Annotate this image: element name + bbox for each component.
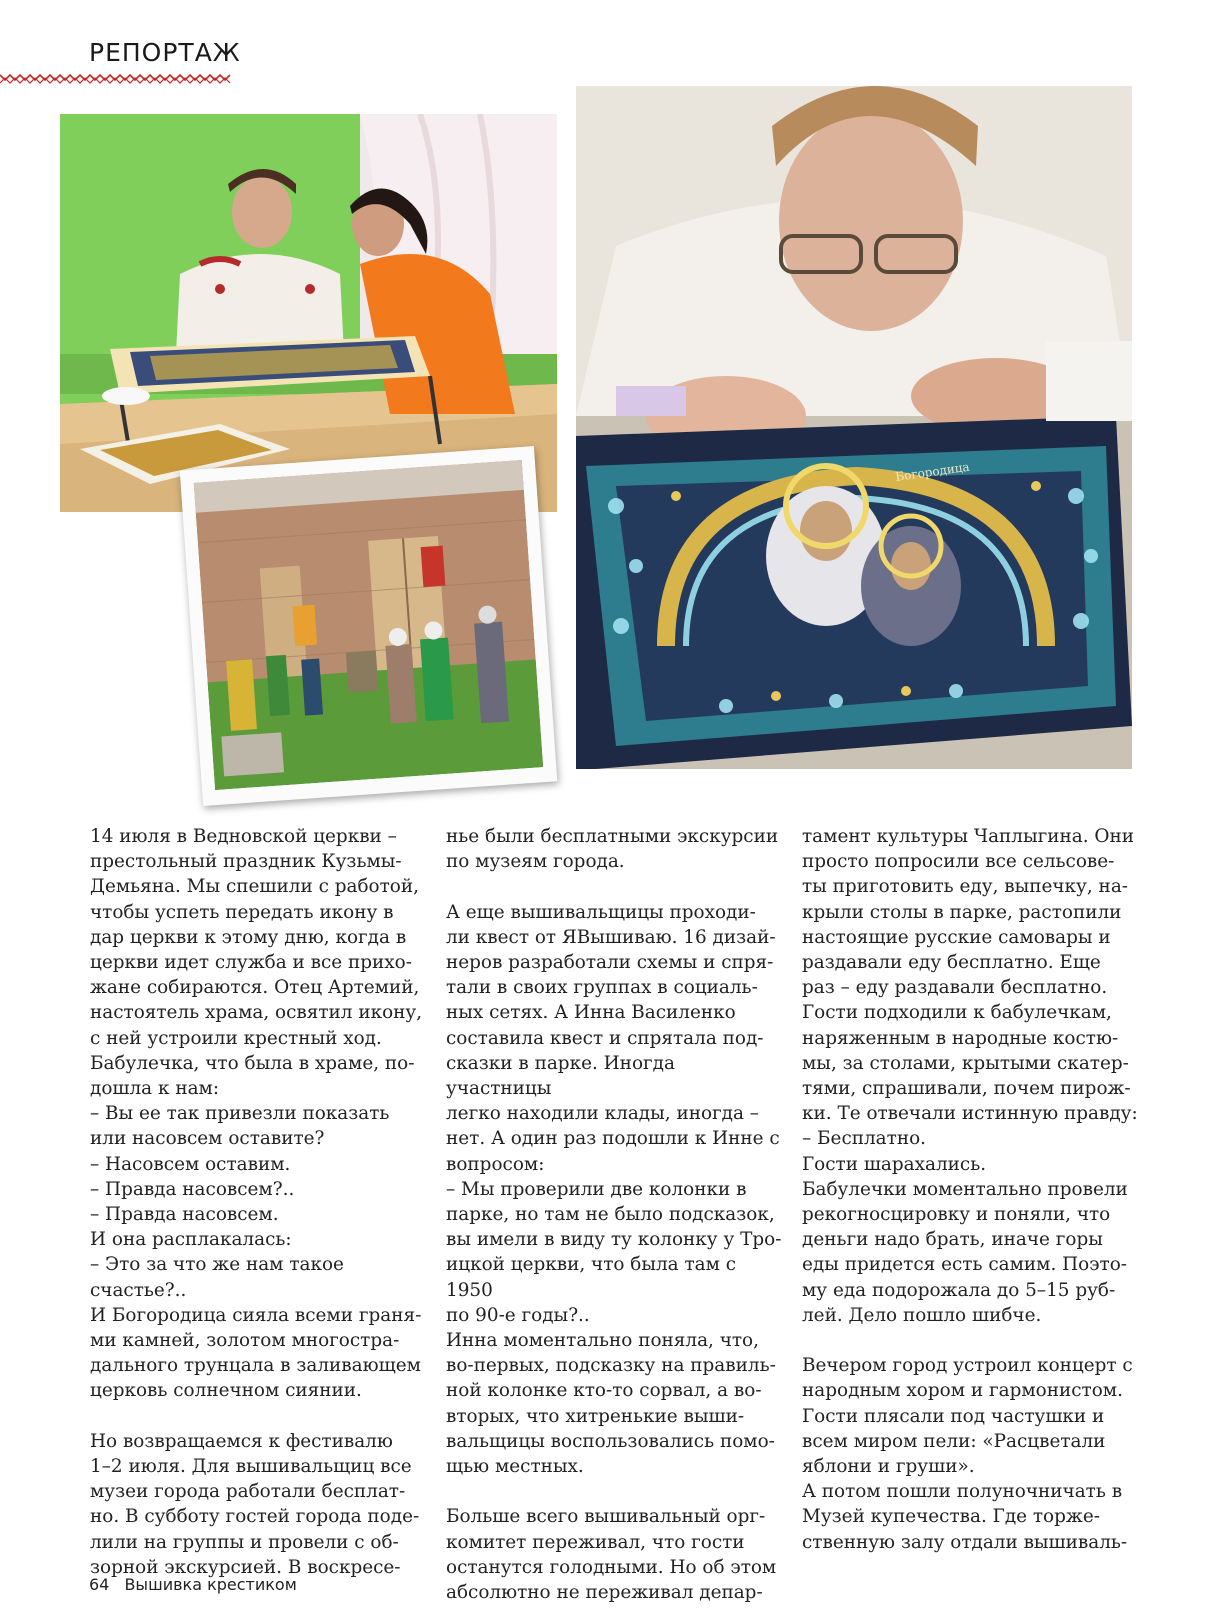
photo-church-procession	[180, 446, 558, 806]
photo-icon-embroidery-closeup	[576, 86, 1132, 769]
magazine-title: Вышивка крестиком	[124, 1575, 297, 1594]
paragraph: тамент культуры Чаплыгина. Они просто попросили все сельсове- ты приготовить еду, выпечку, на- крыли столы в парке, растопили настоящие русские самовары и раздавали еду бесплатно. Еще раз – еду раздавали бесплатно. Гости подходили к бабулечкам, наряженным в народные костю- мы, за столами, крытыми скатер- тями, спрашивали, почем пирож- ки. Те отвечали истинную правду: – Бесплатно. Гости шарахались. Бабулечки моментально провели рекогносцировку и поняли, что деньги надо брать, иначе горы еды придется есть самим. Поэто- му еда подорожала до 5–15 руб- лей. Дело пошло шибче.	[802, 826, 1138, 1326]
paragraph: нье были бесплатными экскурсии по музеям города.	[446, 826, 779, 873]
section-title: РЕПОРТАЖ	[89, 38, 241, 67]
paragraph: Но возвращаемся к фестивалю 1–2 июля. Для вышивальщиц все музеи города работали бесплат- но. В субботу гостей города поде- лили на группы и провели с об- зорной экскурсией. В воскресе-	[90, 1430, 420, 1578]
paragraph: А еще вышивальщицы проходи- ли квест от ЯВышиваю. 16 дизай- неров разработали схемы и спря- тали в своих группах в социаль- ных сетях. А Инна Василенко составила квест и спрятала под- сказки в парке. Иногда участницы легко находили клады, иногда – нет. А один раз подошли к Инне с вопросом: – Мы проверили две колонки в парке, но там не было подсказок, вы имели в виду ту колонку у Тро- ицкой церкви, что была там с 1950 по 90-е годы?.. Инна моментально поняла, что, во-первых, подсказку на правиль- ной колонке кто-то сорвал, а во- вторых, что хитренькие выши- вальщицы воспользовались помо- щью местных.	[446, 901, 782, 1478]
paragraph: Вечером город устроил концерт с народным хором и гармонистом. Гости плясали под частушки и всем миром пели: «Расцветали яблони и груши». А потом пошли полуночничать в Музей купечества. Где торже- ственную залу отдали вышиваль-	[802, 1355, 1133, 1553]
page-footer	[89, 1575, 297, 1594]
page-number: 64	[89, 1575, 110, 1594]
paragraph: 14 июля в Ведновской церкви – престольный праздник Кузьмы- Демьяна. Мы спешили с работой, чтобы успеть передать икону в дар церкви к этому дню, когда в церкви идет служба и все прихо- жане собираются. Отец Артемий, настоятель храма, освятил икону, с ней устроили крестный ход. Бабулечка, что была в храме, по- дошла к нам: – Вы ее так привезли показать или насовсем оставите? – Насовсем оставим. – Правда насовсем?.. – Правда насовсем. И она расплакалась: – Это за что же нам такое счастье?.. И Богородица сияла всеми граня- ми камней, золотом многостра- дального трунцала в заливающем церковь солнечном сиянии.	[90, 826, 423, 1402]
paragraph: Больше всего вышивальный орг- комитет переживал, что гости останутся голодными. Но об этом абсолютно не переживал депар-	[446, 1506, 777, 1604]
icon-caption-text: Богородица	[894, 459, 971, 484]
text-column-3	[802, 824, 1142, 1555]
text-column-2	[446, 824, 786, 1605]
text-column-1	[90, 824, 430, 1580]
decorative-zigzag-rule	[0, 73, 232, 85]
